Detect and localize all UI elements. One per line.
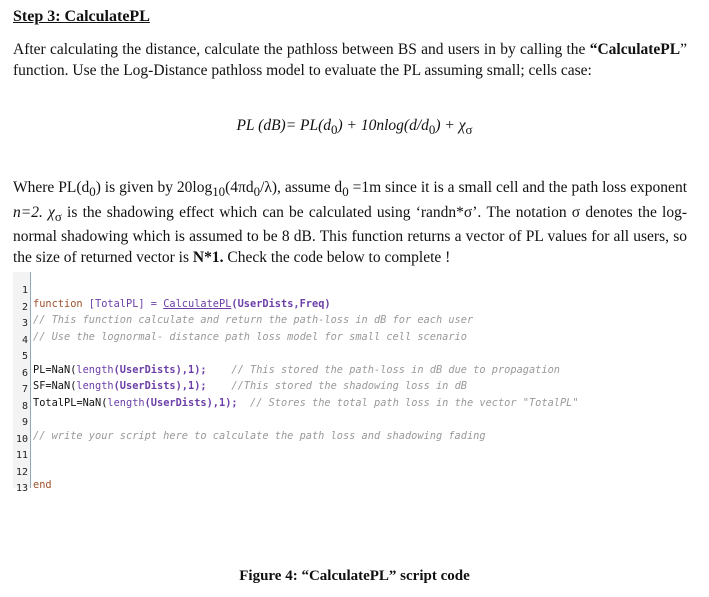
code-line[interactable]: 13 <box>15 483 28 495</box>
explanation-paragraph: Where $PL(d_0)$ is given by $20\log_{10}(4\pi d_0/\lambda)$, assume $d_0 =1m$ since it is a small cell and the path loss exponent n=2. $\chi_\sigma$ is the shadowing effect which can be calculated using ‘randn*σ’. The notation σ denotes the log-normal shadowing which is assumed to be 8 dB. This function returns a vector of PL values for all users, so the size of returned vector is N*1. Check the code below to complete ! <box>13 179 687 266</box>
code-line[interactable]: 3 // Use the lognormal- distance path loss model for small cell scenario <box>21 318 467 343</box>
code-line[interactable]: 10 <box>15 433 28 445</box>
figure-caption: Figure 4: “CalculatePL” script code <box>239 568 470 584</box>
intro-paragraph: After calculating the distance, calculate the pathloss between BS and users in by calling the “CalculatePL” function. Use the Log-Distance pathloss model to evaluate the PL assuming small; cells case: <box>13 41 687 79</box>
code-line[interactable]: 2 // This function calculate and return the path-loss in dB for each user <box>21 301 474 327</box>
code-line[interactable]: 4 <box>21 334 28 346</box>
code-line[interactable]: 12 end <box>15 466 52 492</box>
code-line[interactable]: 7 TotalPL=NaN(length(UserDists),1); // Stores the total path loss in the vector "TotalPL" <box>21 384 579 409</box>
code-line[interactable]: 11 <box>15 450 28 462</box>
code-line[interactable]: 5 PL=NaN(length(UserDists),1); // This stored the path-loss in dB due to propagation <box>21 351 560 376</box>
section-heading: Step 3: CalculatePL <box>13 8 150 25</box>
code-line[interactable]: 6 SF=NaN(length(UserDists),1); //This stored the shadowing loss in dB <box>21 367 467 393</box>
code-editor[interactable] <box>13 272 673 495</box>
code-line[interactable]: 9 // write your script here to calculate the path loss and shadowing fading <box>21 417 486 442</box>
code-line[interactable]: 8 <box>21 400 28 412</box>
pathloss-formula: PL $(dB)= PL(d_0) + 10nlog(d/d_0) + \chi_\sigma$ <box>236 117 473 138</box>
code-line[interactable]: 1 function [TotalPL] = CalculatePL(UserDists,Freq) <box>21 285 331 310</box>
